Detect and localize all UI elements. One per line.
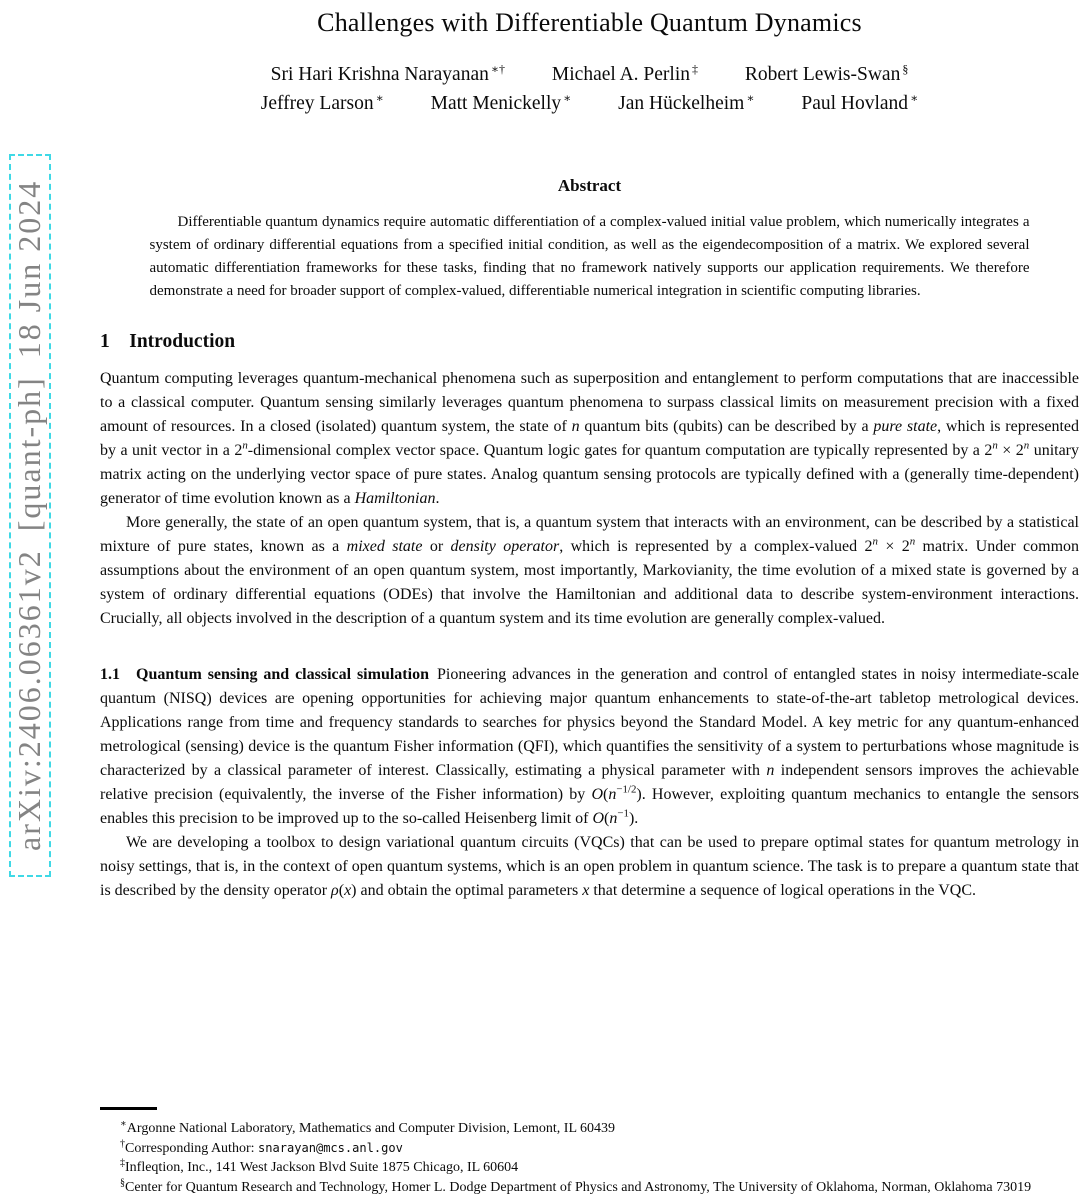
footnote-affiliation-argonne: ∗Argonne National Laboratory, Mathematics and Computer Division, Lemont, IL 60439 [120, 1118, 616, 1136]
intro-paragraph-1: Quantum computing leverages quantum-mechanical phenomena such as superposition and entanglement to perform computations that are inaccessible to a classical computer. Quantum sensing similarly leverages quantum phenomena to surpass classical limits on measurement precision with a fixed amount of resources. In a closed (isolated) quantum system, the state of n quantum bits (qubits) can be described by a pure state, which is represented by a unit vector in a 2$^n$-dimensional complex vector space. Quantum logic gates for quantum computation are typically represented by a $2^n \times 2^n$ unitary matrix acting on the underlying vector space of pure states. Analog quantum sensing protocols are typically defined with a (generally time-dependent) generator of time evolution known as a Hamiltonian. [100, 370, 1080, 507]
author-affiliation-marker: ‡ [692, 61, 699, 76]
footnote-rule [100, 1107, 157, 1110]
sensing-paragraph-2: We are developing a toolbox to design variational quantum circuits (VQCs) that can be used to prepare optimal states for quantum metrology in noisy settings, that is, in the context of open quantum systems, which is an open problem in quantum science. The task is to prepare a quantum state that is described by the density operator ρ(x) and obtain the optimal parameters x that determine a sequence of logical operations in the VQC. [100, 834, 1079, 899]
footnotes-block [100, 1107, 1080, 1197]
footnote-corresponding-author: †Corresponding Author: snarayan@mcs.anl.gov [120, 1137, 403, 1156]
author-affiliation-marker: § [902, 61, 909, 76]
footnote-affiliation-infleqtion: ‡Infleqtion, Inc., 141 West Jackson Blvd Suite 1875 Chicago, IL 60604 [120, 1157, 519, 1175]
authors-line-2 [100, 89, 1079, 118]
abstract-text: Differentiable quantum dynamics require automatic differentiation of a complex-valued initial value problem, which numerically integrates a system of ordinary differential equations from a specified initial condition, as well as the eigendecomposition of a matrix. We explored several automatic differentiation frameworks for these tasks, finding that no framework natively supports our application requirements. We therefore demonstrate a need for broader support of complex-valued, differentiable numerical integration in scientific computing libraries. [149, 214, 1030, 299]
author-narayanan [270, 61, 506, 85]
author-huckelheim [618, 90, 755, 114]
section-heading-introduction: 1 Introduction [100, 331, 236, 352]
intro-paragraph-2: More generally, the state of an open quantum system, that is, a quantum system that interacts with an environment, can be described by a statistical mixture of pure states, known as a mixed state or density operator, which is represented by a complex-valued $2^n \times 2^n$ matrix. Under common assumptions about the environment of an open quantum system, most importantly, Markovianity, the time evolution of a mixed state is governed by a system of ordinary differential equations (ODEs) that involve the Hamiltonian and additional data to describe system-environment interactions. Crucially, all objects involved in the description of a quantum system and its time evolution are generally complex-valued. [100, 514, 1080, 627]
abstract-heading: Abstract [557, 176, 622, 195]
author-name: Matt Menickelly [430, 93, 562, 114]
author-name: Michael A. Perlin [551, 64, 691, 85]
author-affiliation-marker: ∗ [910, 90, 919, 105]
author-name: Paul Hovland [801, 93, 909, 114]
author-affiliation-marker: ∗ [563, 90, 572, 105]
paper-content [100, 0, 1079, 903]
footnote-affiliation-oklahoma: §Center for Quantum Research and Technology, Homer L. Dodge Department of Physics and Astronomy, The University of Oklahoma, Norman, Oklahoma 73019 [120, 1176, 1032, 1195]
author-larson [260, 90, 384, 114]
author-hovland [801, 90, 919, 114]
subsection-1-1-quantum-sensing-paragraph: 1.1 Quantum sensing and classical simulation Pioneering advances in the generation and control of entangled states in noisy intermediate-scale quantum (NISQ) devices are opening opportunities for achieving major quantum enhancements to state-of-the-art tabletop metrological devices. Applications range from time and frequency standards to searches for physics beyond the Standard Model. A key metric for any quantum-enhanced metrological (sensing) device is the quantum Fisher information (QFI), which quantifies the sensitivity of a system to perturbations whose magnitude is characterized by a classical parameter of interest. Classically, estimating a physical parameter with n independent sensors improves the achievable relative precision (equivalently, the inverse of the Fisher information) by $O(n^{-1/2})$. However, exploiting quantum mechanics to entangle the sensors enables this precision to be improved up to the so-called Heisenberg limit of $O(n^{-1})$. [100, 666, 1080, 827]
authors-line-1 [100, 60, 1079, 89]
author-affiliation-marker: ∗† [490, 61, 506, 76]
author-affiliation-marker: ∗ [746, 90, 755, 105]
authors-block [100, 60, 1079, 118]
arxiv-id-text: arXiv:2406.06361v2 [quant-ph] 18 Jun 2024 [11, 179, 47, 851]
paper-title: Challenges with Differentiable Quantum Dynamics [317, 8, 862, 37]
author-menickelly [430, 90, 572, 114]
author-perlin [551, 61, 699, 85]
author-lewis-swan [744, 61, 909, 85]
arxiv-watermark [9, 154, 51, 877]
author-name: Sri Hari Krishna Narayanan [270, 64, 489, 85]
author-name: Jeffrey Larson [260, 93, 374, 114]
author-affiliation-marker: ∗ [375, 90, 384, 105]
author-name: Robert Lewis-Swan [744, 64, 901, 85]
author-name: Jan Hückelheim [618, 93, 745, 114]
